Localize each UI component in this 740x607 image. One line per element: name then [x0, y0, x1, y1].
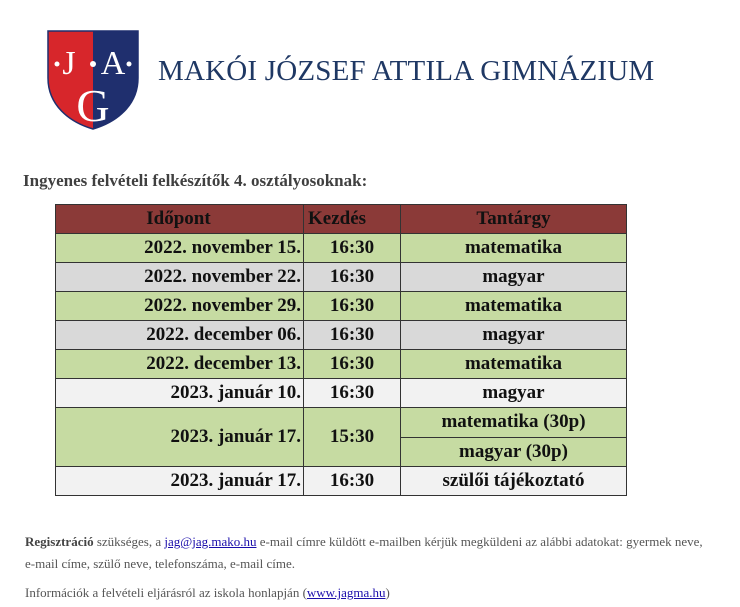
registration-text-2: e-mail címre küldött e-mailben kérjük megküldeni az alábbi adatokat: gyermek neve, e-mail címe, szülő neve, telefonszáma, e-mail címe.	[25, 534, 703, 571]
schedule-table	[55, 204, 627, 496]
table-row	[56, 350, 627, 379]
logo-letter-j: J	[62, 45, 76, 82]
row-date: 2023. január 10.	[56, 379, 304, 408]
row-start: 16:30	[304, 263, 401, 292]
school-logo	[47, 30, 139, 130]
row-date: 2023. január 17.	[56, 408, 304, 467]
row-start: 16:30	[304, 350, 401, 379]
header-date: Időpont	[56, 205, 304, 234]
row-start: 16:30	[304, 379, 401, 408]
row-date: 2022. november 15.	[56, 234, 304, 263]
intro-heading: Ingyenes felvételi felkészítők 4. osztályosoknak:	[23, 171, 368, 190]
info-close: )	[385, 585, 390, 600]
logo-letter-g: G	[76, 80, 110, 130]
row-subject: magyar	[401, 263, 627, 292]
table-row	[56, 321, 627, 350]
row-start: 16:30	[304, 234, 401, 263]
row-subject: magyar	[401, 379, 627, 408]
row-date: 2022. november 29.	[56, 292, 304, 321]
row-date: 2022. december 06.	[56, 321, 304, 350]
row-subject: magyar	[401, 321, 627, 350]
info-text: Információk a felvételi eljárásról az iskola honlapján (	[25, 585, 307, 600]
header-start: Kezdés	[304, 205, 401, 234]
email-link[interactable]: jag@jag.mako.hu	[164, 534, 257, 549]
registration-label: Regisztráció	[25, 534, 94, 549]
row-date: 2023. január 17.	[56, 467, 304, 496]
registration-note	[25, 531, 705, 575]
table-row	[56, 234, 627, 263]
row-start: 15:30	[304, 408, 401, 467]
website-link[interactable]: www.jagma.hu	[306, 585, 386, 600]
table-row	[56, 408, 627, 438]
row-start: 16:30	[304, 321, 401, 350]
table-row	[56, 292, 627, 321]
row-subject: matematika (30p)	[401, 408, 627, 438]
row-date: 2022. december 13.	[56, 350, 304, 379]
info-note	[25, 585, 390, 601]
row-subject-second: magyar (30p)	[401, 437, 627, 467]
logo-letter-a: A	[100, 45, 126, 82]
header-subject: Tantárgy	[401, 205, 627, 234]
row-date: 2022. november 22.	[56, 263, 304, 292]
row-subject: matematika	[401, 350, 627, 379]
table-row	[56, 467, 627, 496]
row-start: 16:30	[304, 292, 401, 321]
table-row	[56, 263, 627, 292]
registration-text-1: szükséges, a	[93, 534, 165, 549]
row-start: 16:30	[304, 467, 401, 496]
row-subject: szülői tájékoztató	[401, 467, 627, 496]
table-header-row	[56, 205, 627, 234]
row-subject: matematika	[401, 292, 627, 321]
row-subject: matematika	[401, 234, 627, 263]
school-name: MAKÓI JÓZSEF ATTILA GIMNÁZIUM	[158, 55, 655, 87]
table-row	[56, 379, 627, 408]
